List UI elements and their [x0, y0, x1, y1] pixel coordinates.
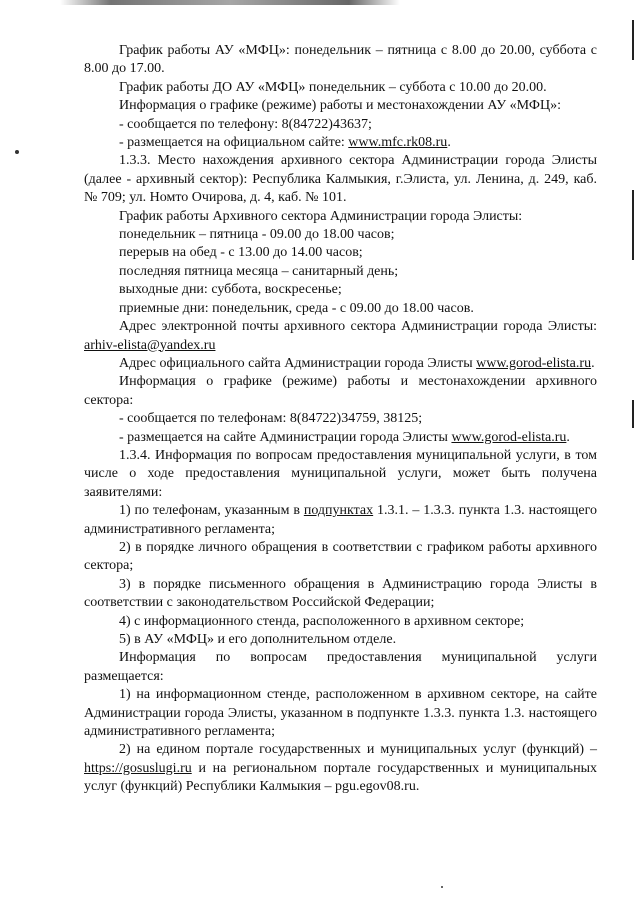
paragraph: График работы Архивного сектора Администрации города Элисты: [119, 208, 523, 224]
paragraph: перерыв на обед - с 13.00 до 14.00 часов; [119, 245, 363, 261]
paragraph [84, 502, 597, 539]
email-link[interactable]: arhiv-elista@yandex.ru [84, 337, 216, 353]
text: 1.3.1. – 1.3.3. пункта 1.3. настоящего административного регламента; [84, 503, 597, 537]
text: . [447, 135, 451, 151]
scan-artifact-dot [15, 150, 19, 154]
paragraph: Информация о графике (режиме) работы и местонахождении архивного сектора: [84, 374, 597, 408]
paragraph: 3) в порядке письменного обращения в Администрацию города Элисты в соответствии с законодательством Российской Федерации; [84, 576, 597, 611]
paragraph: График работы АУ «МФЦ»: понедельник – пятница с 8.00 до 20.00, суббота с 8.00 до 17.00. [84, 43, 597, 77]
mfc-website-link[interactable]: www.mfc.rk08.ru [348, 135, 448, 151]
text: . [566, 429, 570, 445]
text: 1) по телефонам, указанным в [119, 503, 304, 519]
paragraph: приемные дни: понедельник, среда - с 09.00 до 18.00 часов. [119, 300, 474, 316]
paragraph: 2) в порядке личного обращения в соответствии с графиком работы архивного сектора; [84, 539, 597, 574]
text: и на региональном портале государственных и муниципальных услуг (функций) Республики Калмыкия – pgu.egov08.ru. [84, 760, 597, 795]
paragraph: 5) в АУ «МФЦ» и его дополнительном отделе. [119, 632, 397, 647]
paragraph: выходные дни: суббота, воскресенье; [119, 282, 342, 298]
paragraph [84, 134, 597, 152]
paragraph [84, 355, 597, 373]
scan-artifact-top [60, 0, 400, 5]
subsection-link[interactable]: подпунктах [303, 503, 374, 519]
paragraph [84, 429, 597, 447]
text: 2) на едином портале государственных и муниципальных услуг (функций) – [119, 742, 597, 758]
city-website-link[interactable]: www.gorod-elista.ru [476, 355, 592, 371]
paragraph: 4) с информационного стенда, расположенного в архивном секторе; [119, 613, 525, 629]
text: Адрес электронной почты архивного сектора Администрации города Элисты: [119, 319, 597, 335]
paragraph: Информация по вопросам предоставления муниципальной услуги размещается: [84, 650, 597, 684]
paragraph [84, 318, 597, 355]
paragraph: Информация о графике (режиме) работы и местонахождении АУ «МФЦ»: [119, 98, 561, 114]
paragraph: - сообщается по телефону: 8(84722)43637; [119, 116, 372, 132]
city-website-link[interactable]: www.gorod-elista.ru [451, 429, 567, 445]
paragraph: 1) на информационном стенде, расположенном в архивном секторе, на сайте Администрации города Элисты, указанном в подпункте 1.3.3. пункта 1.3. настоящего административного регламента; [84, 687, 597, 740]
text: - размещается на сайте Администрации города Элисты [119, 429, 452, 445]
paragraph: последняя пятница месяца – санитарный день; [119, 263, 399, 279]
paragraph: - сообщается по телефонам: 8(84722)34759, 38125; [119, 411, 423, 427]
scan-artifact-right [632, 190, 634, 260]
text: . [591, 355, 595, 371]
paragraph: 1.3.3. Место нахождения архивного сектора Администрации города Элисты (далее - архивный сектор): Республика Калмыкия, г.Элиста, ул. Ленина, д. 249, каб. № 709; ул. Номто Очирова, д. 4, каб. № 101. [84, 153, 597, 206]
scan-artifact-dot [441, 886, 443, 888]
scan-artifact-right [632, 20, 634, 60]
paragraph: 1.3.4. Информация по вопросам предоставления муниципальной услуги, в том числе о ходе предоставления муниципальной услуги, может быть получена заявителями: [84, 447, 597, 500]
paragraph: понедельник – пятница - 09.00 до 18.00 часов; [119, 227, 395, 243]
text: - размещается на официальном сайте: [119, 135, 349, 151]
scan-artifact-right [632, 400, 634, 428]
text: Адрес официального сайта Администрации города Элисты [119, 355, 477, 371]
paragraph [84, 741, 597, 796]
document-page [84, 42, 597, 797]
paragraph: График работы ДО АУ «МФЦ» понедельник – суббота с 10.00 до 20.00. [119, 79, 547, 95]
gosuslugi-link[interactable]: https://gosuslugi.ru [84, 760, 192, 776]
